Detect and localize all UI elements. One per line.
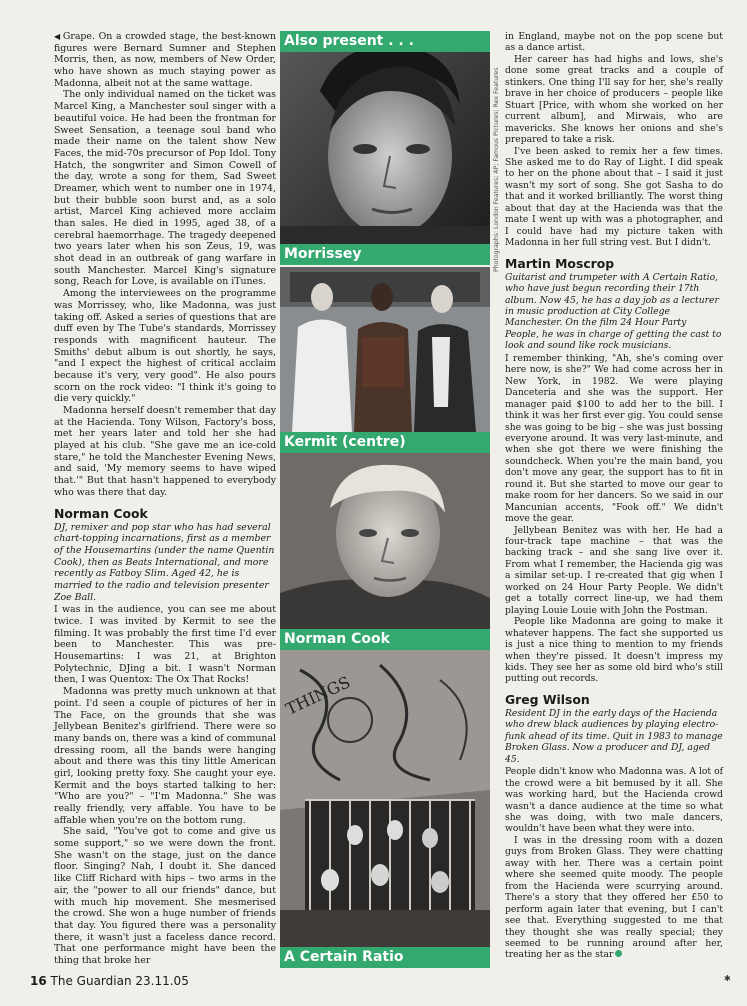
paragraph: I was in the dressing room with a dozen guys from Broken Glass. They were chatting away with her. There was a certain point where she seemed quite moody. The people from the Hacienda were scurrying around. There's a story that they offered her £50 to perform again later that evening, but I can't see that. Everything suggested to me that they thought she was really special; they seemed to be running around after her, treating her as the star (505, 834, 723, 961)
paragraph: People like Madonna are going to make it whatever happens. The fact she supported us is just a nice thing to mention to my friends when they're pissed. It doesn't impress my kids. They see her as some old bird who's still putting out records. (505, 616, 723, 685)
caption-a-certain-ratio: A Certain Ratio (280, 947, 490, 968)
paragraph: in England, maybe not on the pop scene but as a dance artist. (505, 31, 723, 54)
paragraph: I remember thinking, "Ah, she's coming over here now, is she?" We had come across her in New York, in 1982. We were playing Danceteria and she was the support. Her manager paid $100 to add her to the bill. I think it was her first ever gig. You could sense she was going to be big – she was just bossing everyone around. It was very last-minute, and when she got there we were finishing the soundcheck. When you're the main band, you don't move any gear, the support has to fit in round it. But she started to move our gear to make room for her dancers. So we said in our Mancunian accents, "Fook off." We didn't move the gear. (505, 352, 723, 525)
photo-a-certain-ratio (280, 650, 490, 947)
issue-date: 23.11.05 (135, 974, 189, 988)
caption-morrissey: Morrissey (280, 244, 490, 265)
norman-cook-portrait (280, 453, 490, 629)
paragraph: Madonna was pretty much unknown at that point. I'd seen a couple of pictures of her in The Face, on the grounds that she was Jellybean Benitez's girlfriend. There were so many bands on, there was a kind of communal dressing room, all the bands were hanging about and there was this tiny little American girl, looking pretty foxy. She caught your eye. Kermit and the boys started talking to her: "Who are you?" – "I'm Madonna." She was really friendly, very affable. You have to be affable when you're on the bottom rung. (54, 686, 276, 826)
a-certain-ratio-group-photo (280, 650, 490, 947)
caption-norman-cook: Norman Cook (280, 629, 490, 650)
photo-morrissey (280, 31, 490, 246)
star-mark-icon: ✱ (724, 974, 731, 983)
section-heading-martin-moscrop: Martin Moscrop (505, 255, 615, 271)
kermit-group-photo (280, 267, 490, 432)
end-of-article-icon (615, 950, 622, 957)
section-intro: DJ, remixer and pop star who has had several chart-topping incarnations, first as a member of the Housemartins (under the name Quentin Cook), then as Beats International, and more recently as Fatboy Slim. Aged 42, he is married to the radio and television presenter Zoe Ball. (54, 521, 275, 603)
article-column-left (54, 31, 276, 967)
paragraph: I've been asked to remix her a few times. She asked me to do Ray of Light. I did speak to her on the phone about that – I said it just wasn't my sort of song. She got Sasha to do that and it worked brilliantly. The worst thing about that day at the Hacienda was that the mate I went up with was a photographer, and I could have had my picture taken with Madonna in her full string vest. But I didn't. (505, 145, 723, 249)
section-intro: Guitarist and trumpeter with A Certain Ratio, who have just begun recording their 17th album. Now 45, he has a day job as a lecturer in music production at City College Manchester. On the film 24 Hour Party People, he was in charge of getting the cast to look and sound like rock musicians. (505, 271, 722, 352)
photos-header: Also present . . . (280, 31, 490, 52)
morrissey-portrait (280, 31, 490, 246)
caption-kermit: Kermit (centre) (280, 432, 490, 453)
paragraph: Madonna herself doesn't remember that day at the Hacienda. Tony Wilson, Factory's boss, met her years later and told her she had played at his club. "She gave me an ice-cold stare," he told the Manchester Evening News, and said, 'My memory seems to have wiped that.'" But that hasn't happened to everybody who was there that day. (54, 405, 276, 498)
paragraph: Jellybean Benitez was with her. He had a four-track tape machine – that was the backing track – and she sang live over it. From what I remember, the Hacienda gig was a similar set-up. I re-created that gig when I worked on 24 Hour Party People. We didn't get a totally correct line-up, we had them playing Louie Louie with John the Postman. (505, 524, 723, 616)
photo-credit: Photographs: London Features; AP; Famous Pictures; Rex Features (493, 67, 500, 272)
paragraph: She said, "You've got to come and give us some support," so we were down the front. She wasn't on the stage, just on the dance floor. Singing? Nah, I doubt it. She danced like Cliff Richard with hips – two arms in the air, the "power to all our friends" dance, but with much hip movement. She mesmerised the crowd. She won a huge number of friends that day. You figured there was a personality there, it wasn't just a faceless dance record. That one performance might have been the thing that broke her (54, 826, 276, 966)
paragraph: Her career has had highs and lows, she's done some great tracks and a couple of stinkers. One thing I'll say for her, she's really brave in her choice of producers – people like Stuart [Price, with whom she worked on her current album], and Mirwais, who are mavericks. She knows her onions and she's prepared to take a risk. (505, 53, 723, 146)
graffiti-text: THINGS (282, 672, 354, 719)
page-footer (30, 974, 189, 988)
article-column-right (505, 31, 723, 961)
paragraph: Among the interviewees on the programme was Morrissey, who, like Madonna, was just taking off. Asked a series of questions that are duff even by The Tube's standards, Morrissey responds with magnificent hauteur. The Smiths' debut album is out shortly, he says, "and I expect the highest of critical acclaim because it's very, very good". He also pours scorn on the rock video: "I think it's going to die very quickly." (54, 288, 276, 405)
photo-column (280, 31, 490, 968)
section-intro: Resident DJ in the early days of the Hacienda who drew black audiences by playing electro-funk ahead of its time. Quit in 1983 to manage Broken Glass. Now a producer and DJ, aged 45. (505, 707, 723, 765)
paragraph: The only individual named on the ticket was Marcel King, a Manchester soul singer with a beautiful voice. He had been the frontman for Sweet Sensation, a teenage soul band who made their name on the talent show New Faces, the mid-70s precursor of Pop Idol. Tony Hatch, the songwriter and Simon Cowell of the day, wrote a song for them, Sad Sweet Dreamer, which went to number one in 1974, but their bubble soon burst and, as a solo artist, Marcel King achieved more acclaim than sales. He died in 1995, aged 38, of a cerebral haemorrhage. The tragedy deepened two years later when his son Zeus, 19, was shot dead in an outbreak of gang warfare in south Manchester. Marcel King's signature song, Reach for Love, is available on iTunes. (54, 89, 276, 288)
section-heading-norman-cook: Norman Cook (54, 505, 148, 521)
page-number: 16 (30, 974, 47, 988)
photo-kermit (280, 267, 490, 432)
paragraph: ◀ Grape. On a crowded stage, the best-known figures were Bernard Sumner and Stephen Morris, then, as now, members of New Order, who have shown as much staying power as Madonna, albeit not at the same wattage. (54, 31, 276, 89)
section-heading-greg-wilson: Greg Wilson (505, 691, 590, 707)
paragraph: I was in the audience, you can see me about twice. I was invited by Kermit to see the filming. It was probably the first time I'd ever been to Manchester. This was pre-Housemartins: I was 21, at Brighton Polytechnic, DJing a bit. I wasn't Norman then, I was Quentox: The Ox That Rocks! (54, 604, 276, 686)
photo-norman-cook (280, 453, 490, 629)
paper-name: The Guardian (50, 974, 132, 988)
paragraph: People didn't know who Madonna was. A lot of the crowd were a bit bemused by it all. She was working hard, but the Hacienda crowd wasn't a dance audience at the time so what she was doing, with two male dancers, wouldn't have been what they were into. (505, 766, 723, 835)
continuation-arrow-icon: ◀ (54, 32, 61, 41)
